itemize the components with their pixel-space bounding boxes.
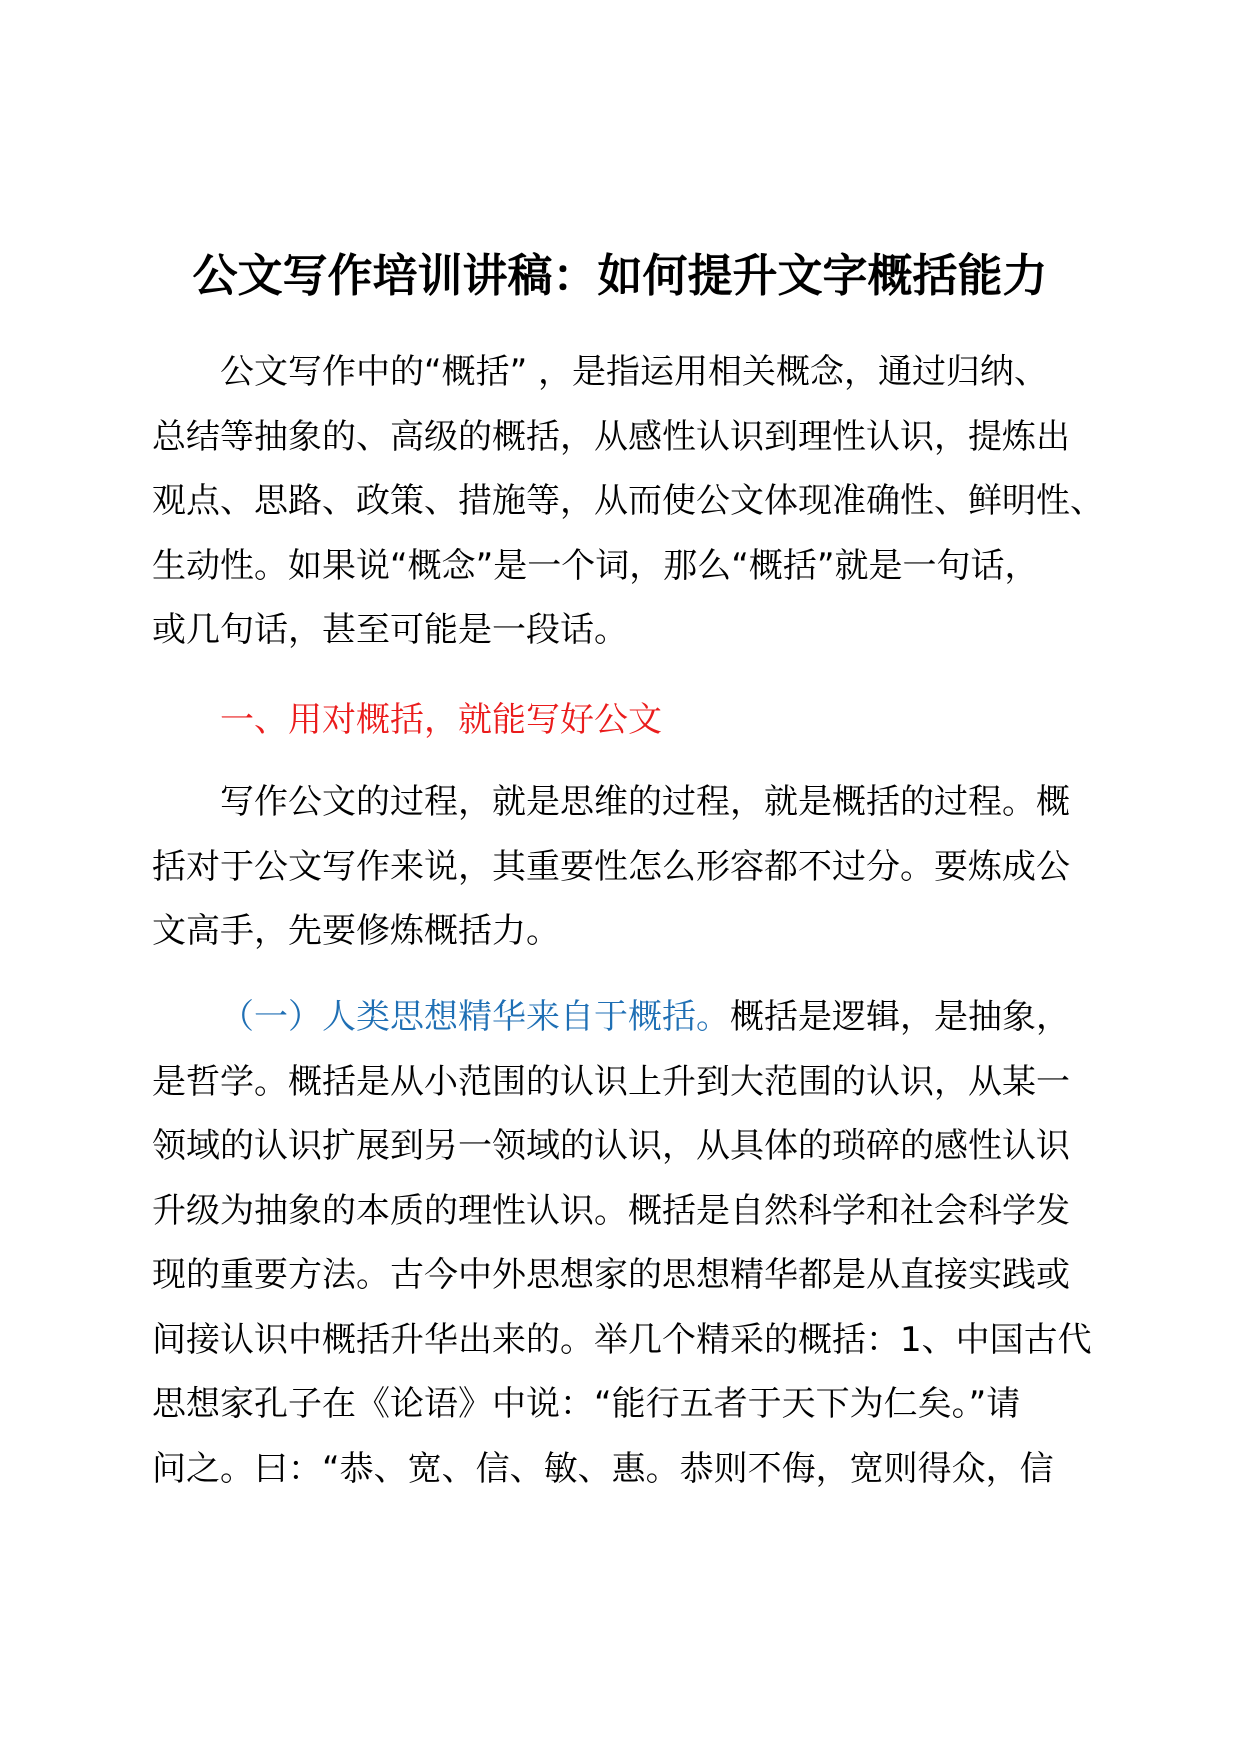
document-title: 公文写作培训讲稿：如何提升文字概括能力 — [192, 249, 1048, 302]
paragraph-line: 现的重要方法。古今中外思想家的思想精华都是从直接实践或 — [152, 1255, 1070, 1295]
paragraph-line: 文高手，先要修炼概括力。 — [152, 911, 560, 951]
subheading: （一）人类思想精华来自于概括。 — [220, 997, 730, 1037]
paragraph-line: 总结等抽象的、高级的概括，从感性认识到理性认识，提炼出 — [152, 416, 1070, 457]
paragraph-line: 是哲学。概括是从小范围的认识上升到大范围的认识，从某一 — [152, 1061, 1070, 1102]
paragraph-line: 思想家孔子在《论语》中说：“能行五者于天下为仁矣。”请 — [152, 1384, 1021, 1424]
paragraph-line: 括对于公文写作来说，其重要性怎么形容都不过分。要炼成公 — [152, 846, 1070, 887]
section-heading: 一、用对概括，就能写好公文 — [220, 700, 662, 740]
paragraph-line: 问之。曰：“恭、宽、信、敏、惠。恭则不侮，宽则得众，信 — [152, 1448, 1054, 1489]
paragraph-writing-process — [152, 770, 1112, 964]
paragraph-line: 写作公文的过程，就是思维的过程，就是概括的过程。概 — [220, 782, 1070, 822]
paragraph-line: 公文写作中的“概括” ，是指运用相关概念，通过归纳、 — [220, 352, 1049, 392]
paragraph-line: 生动性。如果说“概念”是一个词，那么“概括”就是一句话， — [152, 545, 1039, 586]
paragraph-line: 升级为抽象的本质的理性认识。概括是自然科学和社会科学发 — [152, 1190, 1070, 1231]
paragraph-line: 领域的认识扩展到另一领域的认识，从具体的琐碎的感性认识 — [152, 1126, 1070, 1166]
paragraph-first-line — [152, 985, 1112, 1050]
paragraph-line: 或几句话，甚至可能是一段话。 — [152, 610, 628, 650]
paragraph-line: 观点、思路、政策、措施等，从而使公文体现准确性、鲜明性、 — [152, 481, 1104, 521]
paragraph-line: 间接认识中概括升华出来的。举几个精采的概括：1、中国古代 — [152, 1319, 1092, 1360]
paragraph-text: 概括是逻辑，是抽象， — [730, 997, 1070, 1037]
paragraph-intro — [152, 340, 1112, 663]
paragraph-human-thought — [152, 985, 1112, 1501]
